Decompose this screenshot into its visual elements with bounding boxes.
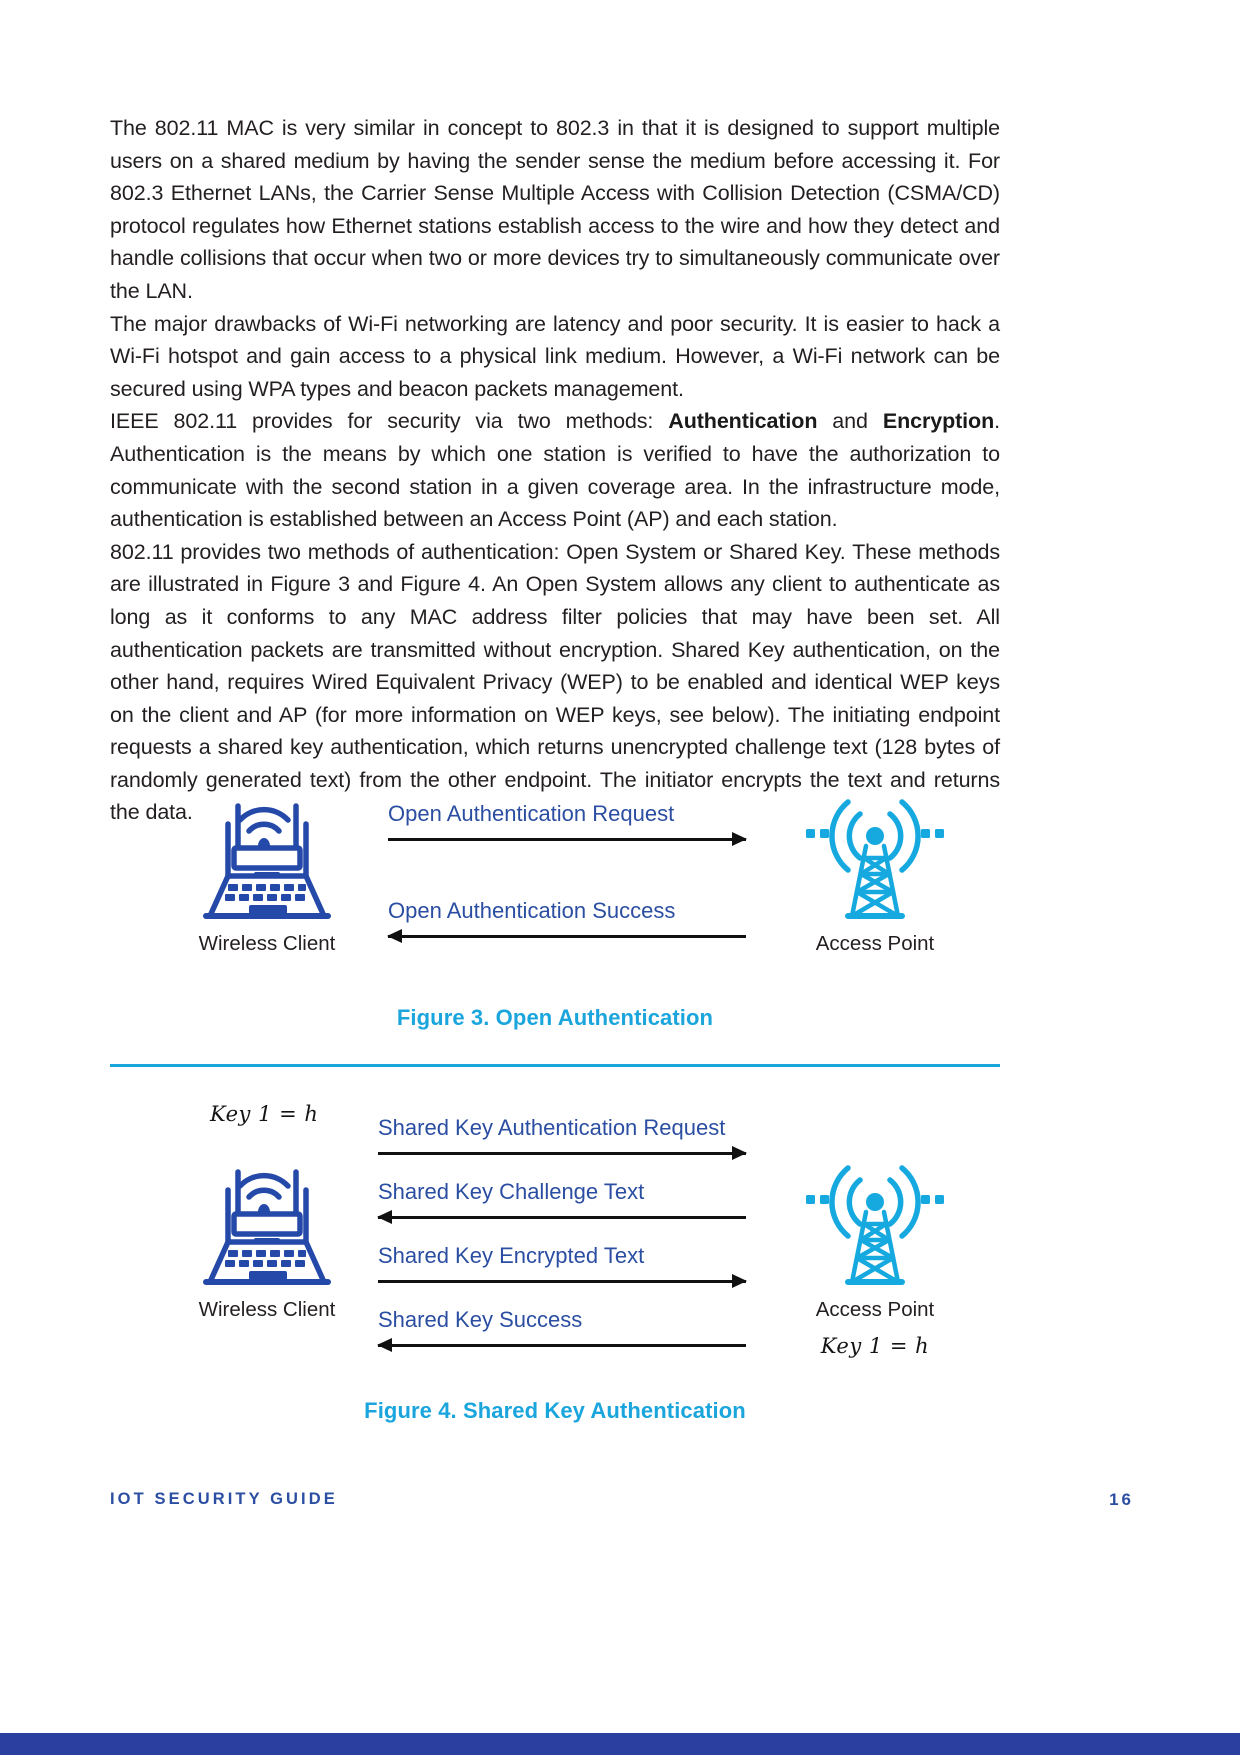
term-encryption: Encryption [882, 409, 995, 434]
footer-page-number: 16 [1109, 1490, 1134, 1509]
figure-3-caption: Figure 3. Open Authentication [396, 1005, 714, 1030]
figure4-client-key-note: Key 1 = h [210, 1102, 319, 1126]
figure-4-shared-key-authentication [110, 1092, 1000, 1442]
antenna-tower-icon [780, 1154, 970, 1294]
figure3-message-1-label: Open Authentication Request [388, 801, 675, 826]
figure4-client-label: Wireless Client [198, 1298, 336, 1321]
laptop-router-icon [172, 788, 362, 928]
figure4-message-3 [378, 1244, 746, 1288]
figure4-message-2-label: Shared Key Challenge Text [378, 1179, 645, 1204]
figure3-ap-node [780, 788, 970, 956]
figure3-ap-label: Access Point [815, 932, 935, 955]
footer-accent-bar [0, 1733, 1240, 1755]
figure4-ap-key-note: Key 1 = h [820, 1334, 930, 1358]
figure3-client-node [172, 788, 362, 956]
arrow-right-icon [378, 1146, 746, 1160]
figure4-message-4-label: Shared Key Success [378, 1307, 583, 1332]
body-content [110, 112, 1000, 829]
paragraph-1: The 802.11 MAC is very similar in concept to 802.3 in that it is designed to support multiple users on a shared medium by having the sender sense the medium before accessing it. For 802.3 Ethernet LANs, the Carrier Sense Multiple Access with Collision Detection (CSMA/CD) protocol regulates how Ethernet stations establish access to the wire and how they detect and handle collisions that occur when two or more devices try to simultaneously communicate over the LAN. [110, 116, 1000, 303]
figure3-client-label: Wireless Client [198, 932, 336, 955]
paragraph-3-post: . Authentication is the means by which one station is verified to have the authorization to communicate with the second station in a given coverage area. In the infrastructure mode, authentication is established between an Access Point (AP) and each station. [110, 409, 1000, 532]
laptop-router-icon [172, 1154, 362, 1294]
term-authentication: Authentication [668, 409, 818, 434]
arrow-right-icon [378, 1274, 746, 1288]
paragraph-2: The major drawbacks of Wi-Fi networking are latency and poor security. It is easier to hack a Wi-Fi hotspot and gain access to a physical link medium. However, a Wi-Fi network can be secured using WPA types and beacon packets management. [110, 311, 1000, 401]
figure4-message-3-label: Shared Key Encrypted Text [378, 1243, 645, 1268]
arrow-left-icon [378, 1338, 746, 1352]
arrow-left-icon [388, 929, 746, 943]
figure4-message-1-label: Shared Key Authentication Request [378, 1115, 726, 1140]
footer-document-title: IOT SECURITY GUIDE [110, 1490, 338, 1508]
arrow-right-icon [388, 832, 746, 846]
footer-spacer [0, 1717, 1240, 1733]
arrow-left-icon [378, 1210, 746, 1224]
figure4-message-2 [378, 1180, 746, 1224]
figure4-ap-node [780, 1154, 970, 1358]
figure3-message-1 [388, 802, 746, 846]
figure4-message-4 [378, 1308, 746, 1352]
figure3-message-2-label: Open Authentication Success [388, 898, 676, 923]
figure4-client-node [172, 1154, 362, 1322]
figure4-ap-label: Access Point [815, 1298, 935, 1321]
figure3-message-2 [388, 899, 746, 943]
antenna-tower-icon [780, 788, 970, 928]
figure4-message-1 [378, 1116, 746, 1160]
paragraph-3 [110, 405, 1000, 535]
paragraph-4: 802.11 provides two methods of authentication: Open System or Shared Key. These methods are illustrated in Figure 3 and Figure 4. An Open System allows any client to authenticate as long as it conforms to any MAC address filter policies that may have been set. All authentication packets are transmitted without encryption. Shared Key authentication, on the other hand, requires Wired Equivalent Privacy (WEP) to be enabled and identical WEP keys on the client and AP (for more information on WEP keys, see below). The initiating endpoint requests a shared key authentication, which returns unencrypted challenge text (128 bytes of randomly generated text) from the other endpoint. The initiator encrypts the text and returns the data. [110, 539, 1000, 825]
paragraph-3-pre: IEEE 802.11 provides for security via two methods: [110, 409, 669, 434]
paragraph-3-mid: and [817, 409, 883, 434]
figure-4-caption: Figure 4. Shared Key Authentication [364, 1398, 746, 1423]
section-divider [110, 1064, 1000, 1067]
